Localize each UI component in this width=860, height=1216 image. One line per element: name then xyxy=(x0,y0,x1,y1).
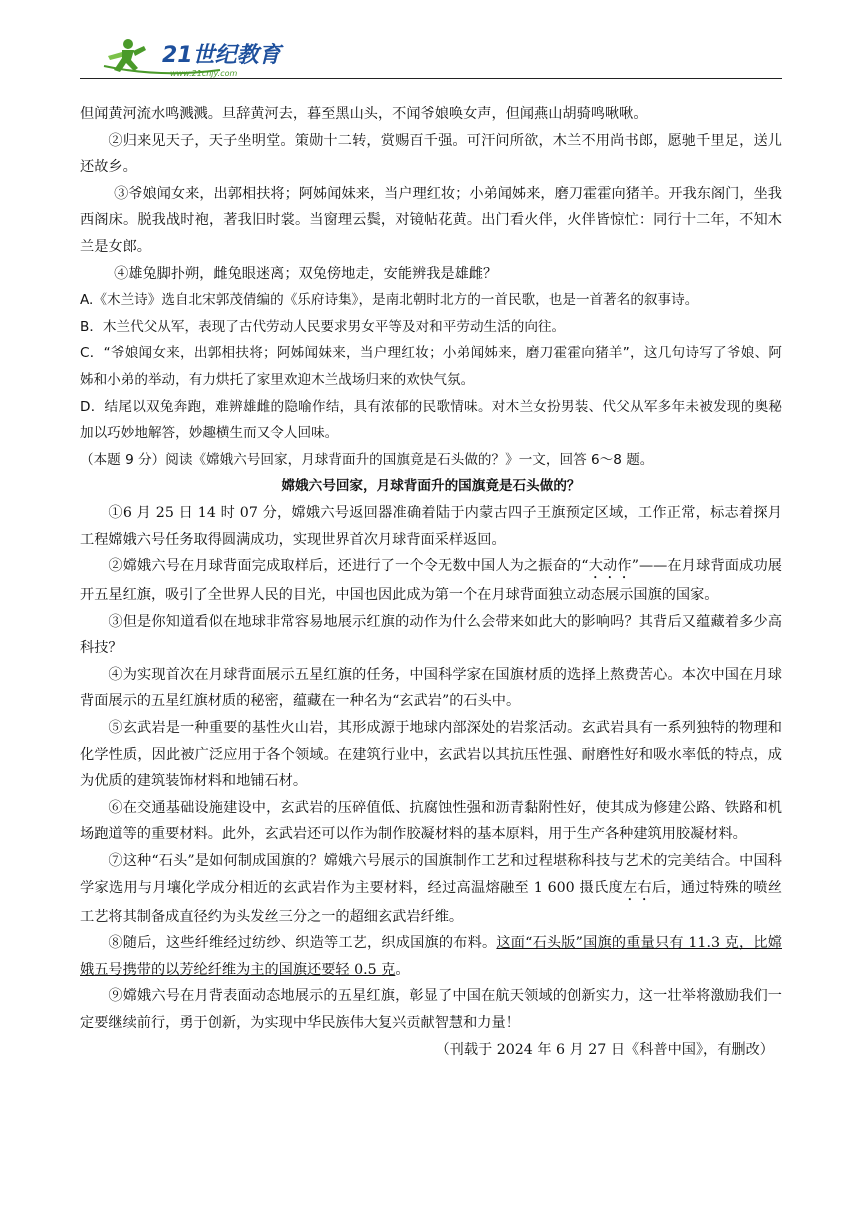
logo-url: www.21cnjy.com xyxy=(170,69,238,78)
article-paragraph-1: ①6 月 25 日 14 时 07 分，嫦娥六号返回器准确着陆于内蒙古四子王旗预定区域，工作正常，标志着探月工程嫦娥六号任务取得圆满成功，实现世界首次月球背面采样返回。 xyxy=(80,504,782,548)
page-header xyxy=(80,32,782,82)
paragraph-text: ②嫦娥六号在月球背面完成取样后，还进行了一个令无数中国人为之振奋的“ xyxy=(108,558,589,575)
option-c: C．“爷娘闻女来，出郭相扶将；阿姊闻妹来，当户理红妆；小弟闻姊来，磨刀霍霍向猪羊”，这几句诗写了爷娘、阿姊和小弟的举动，有力烘托了家里欢迎木兰战场归来的欢快气氛。 xyxy=(80,345,782,388)
paragraph-text: ⑦这种“石头”是如何制成国旗的？嫦娥六号展示的国旗制作工艺和过程堪称科技与艺术的完美结合。中国科学家选用与月壤化学成分相近的玄武岩作为主要材料，经过高温熔融至 1 600 摄氏度 xyxy=(80,853,782,896)
header-divider xyxy=(80,78,782,79)
emphasized-phrase: 大动作 xyxy=(588,558,632,575)
article-title: 嫦娥六号回家，月球背面升的国旗竟是石头做的？ xyxy=(281,478,581,495)
logo-text: 21世纪教育 xyxy=(162,43,281,68)
site-logo xyxy=(100,36,340,80)
poem-paragraph-4: ④雄兔脚扑朔，雌兔眼迷离；双兔傍地走，安能辨我是雄雌？ xyxy=(114,265,498,282)
document-body xyxy=(80,101,782,1063)
paragraph-text: ⑧随后，这些纤维经过纺纱、织造等工艺，织成国旗的布料。 xyxy=(108,935,497,952)
emphasized-phrase: 左右 xyxy=(622,879,652,896)
article-paragraph-9: ⑨嫦娥六号在月背表面动态地展示的五星红旗，彰显了中国在航天领域的创新实力，这一壮举将激励我们一定要继续前行，勇于创新，为实现中华民族伟大复兴贡献智慧和力量！ xyxy=(80,988,782,1031)
paragraph-text: ”——在月球背面成功展开五星红旗，吸引了全世界人民的目光，中国也因此成为第一个在月球背面独立动态展示国旗的国家。 xyxy=(80,558,782,604)
poem-paragraph-3: ③爷娘闻女来，出郭相扶将；阿姊闻妹来，当户理红妆；小弟闻姊来，磨刀霍霍向猪羊。开我东阁门，坐我西阁床。脱我战时袍，著我旧时裳。当窗理云鬓，对镜帖花黄。出门看火伴，火伴皆惊忙：同行十二年，不知木兰是女郎。 xyxy=(80,185,782,255)
paragraph-text: 。 xyxy=(395,961,410,978)
article-paragraph-5: ⑤玄武岩是一种重要的基性火山岩，其形成源于地球内部深处的岩浆活动。玄武岩具有一系列独特的物理和化学性质，因此被广泛应用于各个领域。在建筑行业中，玄武岩以其抗压性强、耐磨性好和吸水率低的特点，成为优质的建筑装饰材料和地铺石材。 xyxy=(80,720,782,790)
option-a: A.《木兰诗》选自北宋郭茂倩编的《乐府诗集》，是南北朝时北方的一首民歌，也是一首著名的叙事诗。 xyxy=(80,292,699,309)
article-paragraph-2 xyxy=(80,553,782,609)
question-prompt: （本题 9 分）阅读《嫦娥六号回家，月球背面升的国旗竟是石头做的？》一文，回答 6～8 题。 xyxy=(80,451,654,468)
option-b: B．木兰代父从军，表现了古代劳动人民要求男女平等及对和平劳动生活的向往。 xyxy=(80,318,566,335)
article-paragraph-3: ③但是你知道看似在地球非常容易地展示红旗的动作为什么会带来如此大的影响吗？其背后又蕴藏着多少高科技？ xyxy=(80,613,782,657)
article-paragraph-4: ④为实现首次在月球背面展示五星红旗的任务，中国科学家在国旗材质的选择上熬费苦心。本次中国在月球背面展示的五星红旗材质的秘密，蕴藏在一种名为“玄武岩”的石头中。 xyxy=(80,666,782,710)
article-source: （刊载于 2024 年 6 月 27 日《科普中国》，有删改） xyxy=(435,1041,774,1058)
article-paragraph-7 xyxy=(80,848,782,930)
underlined-sentence: 这面“石头版”国旗的重量只有 11.3 克，比嫦娥五号携带的以芳纶纤维为主的国旗还要轻 0.5 克 xyxy=(80,935,782,978)
poem-paragraph-2: ②归来见天子，天子坐明堂。策勋十二转，赏赐百千强。可汗问所欲，木兰不用尚书郎，愿驰千里足，送儿还故乡。 xyxy=(80,132,782,176)
poem-line: 但闻黄河流水鸣溅溅。旦辞黄河去，暮至黑山头，不闻爷娘唤女声，但闻燕山胡骑鸣啾啾。 xyxy=(80,106,648,122)
paragraph-text: 后，通过特殊的喷丝工艺将其制备成直径约为头发丝三分之一的超细玄武岩纤维。 xyxy=(80,879,782,925)
article-paragraph-8 xyxy=(80,930,782,983)
option-d: D．结尾以双兔奔跑，难辨雄雌的隐喻作结，具有浓郁的民歌情味。对木兰女扮男装、代父从军多年未被发现的奥秘加以巧妙地解答，妙趣横生而又令人回味。 xyxy=(80,398,782,442)
article-paragraph-6: ⑥在交通基础设施建设中，玄武岩的压碎值低、抗腐蚀性强和沥青黏附性好，使其成为修建公路、铁路和机场跑道等的重要材料。此外，玄武岩还可以作为制作胶凝材料的基本原料，用于生产各种建筑用胶凝材料。 xyxy=(80,799,782,843)
